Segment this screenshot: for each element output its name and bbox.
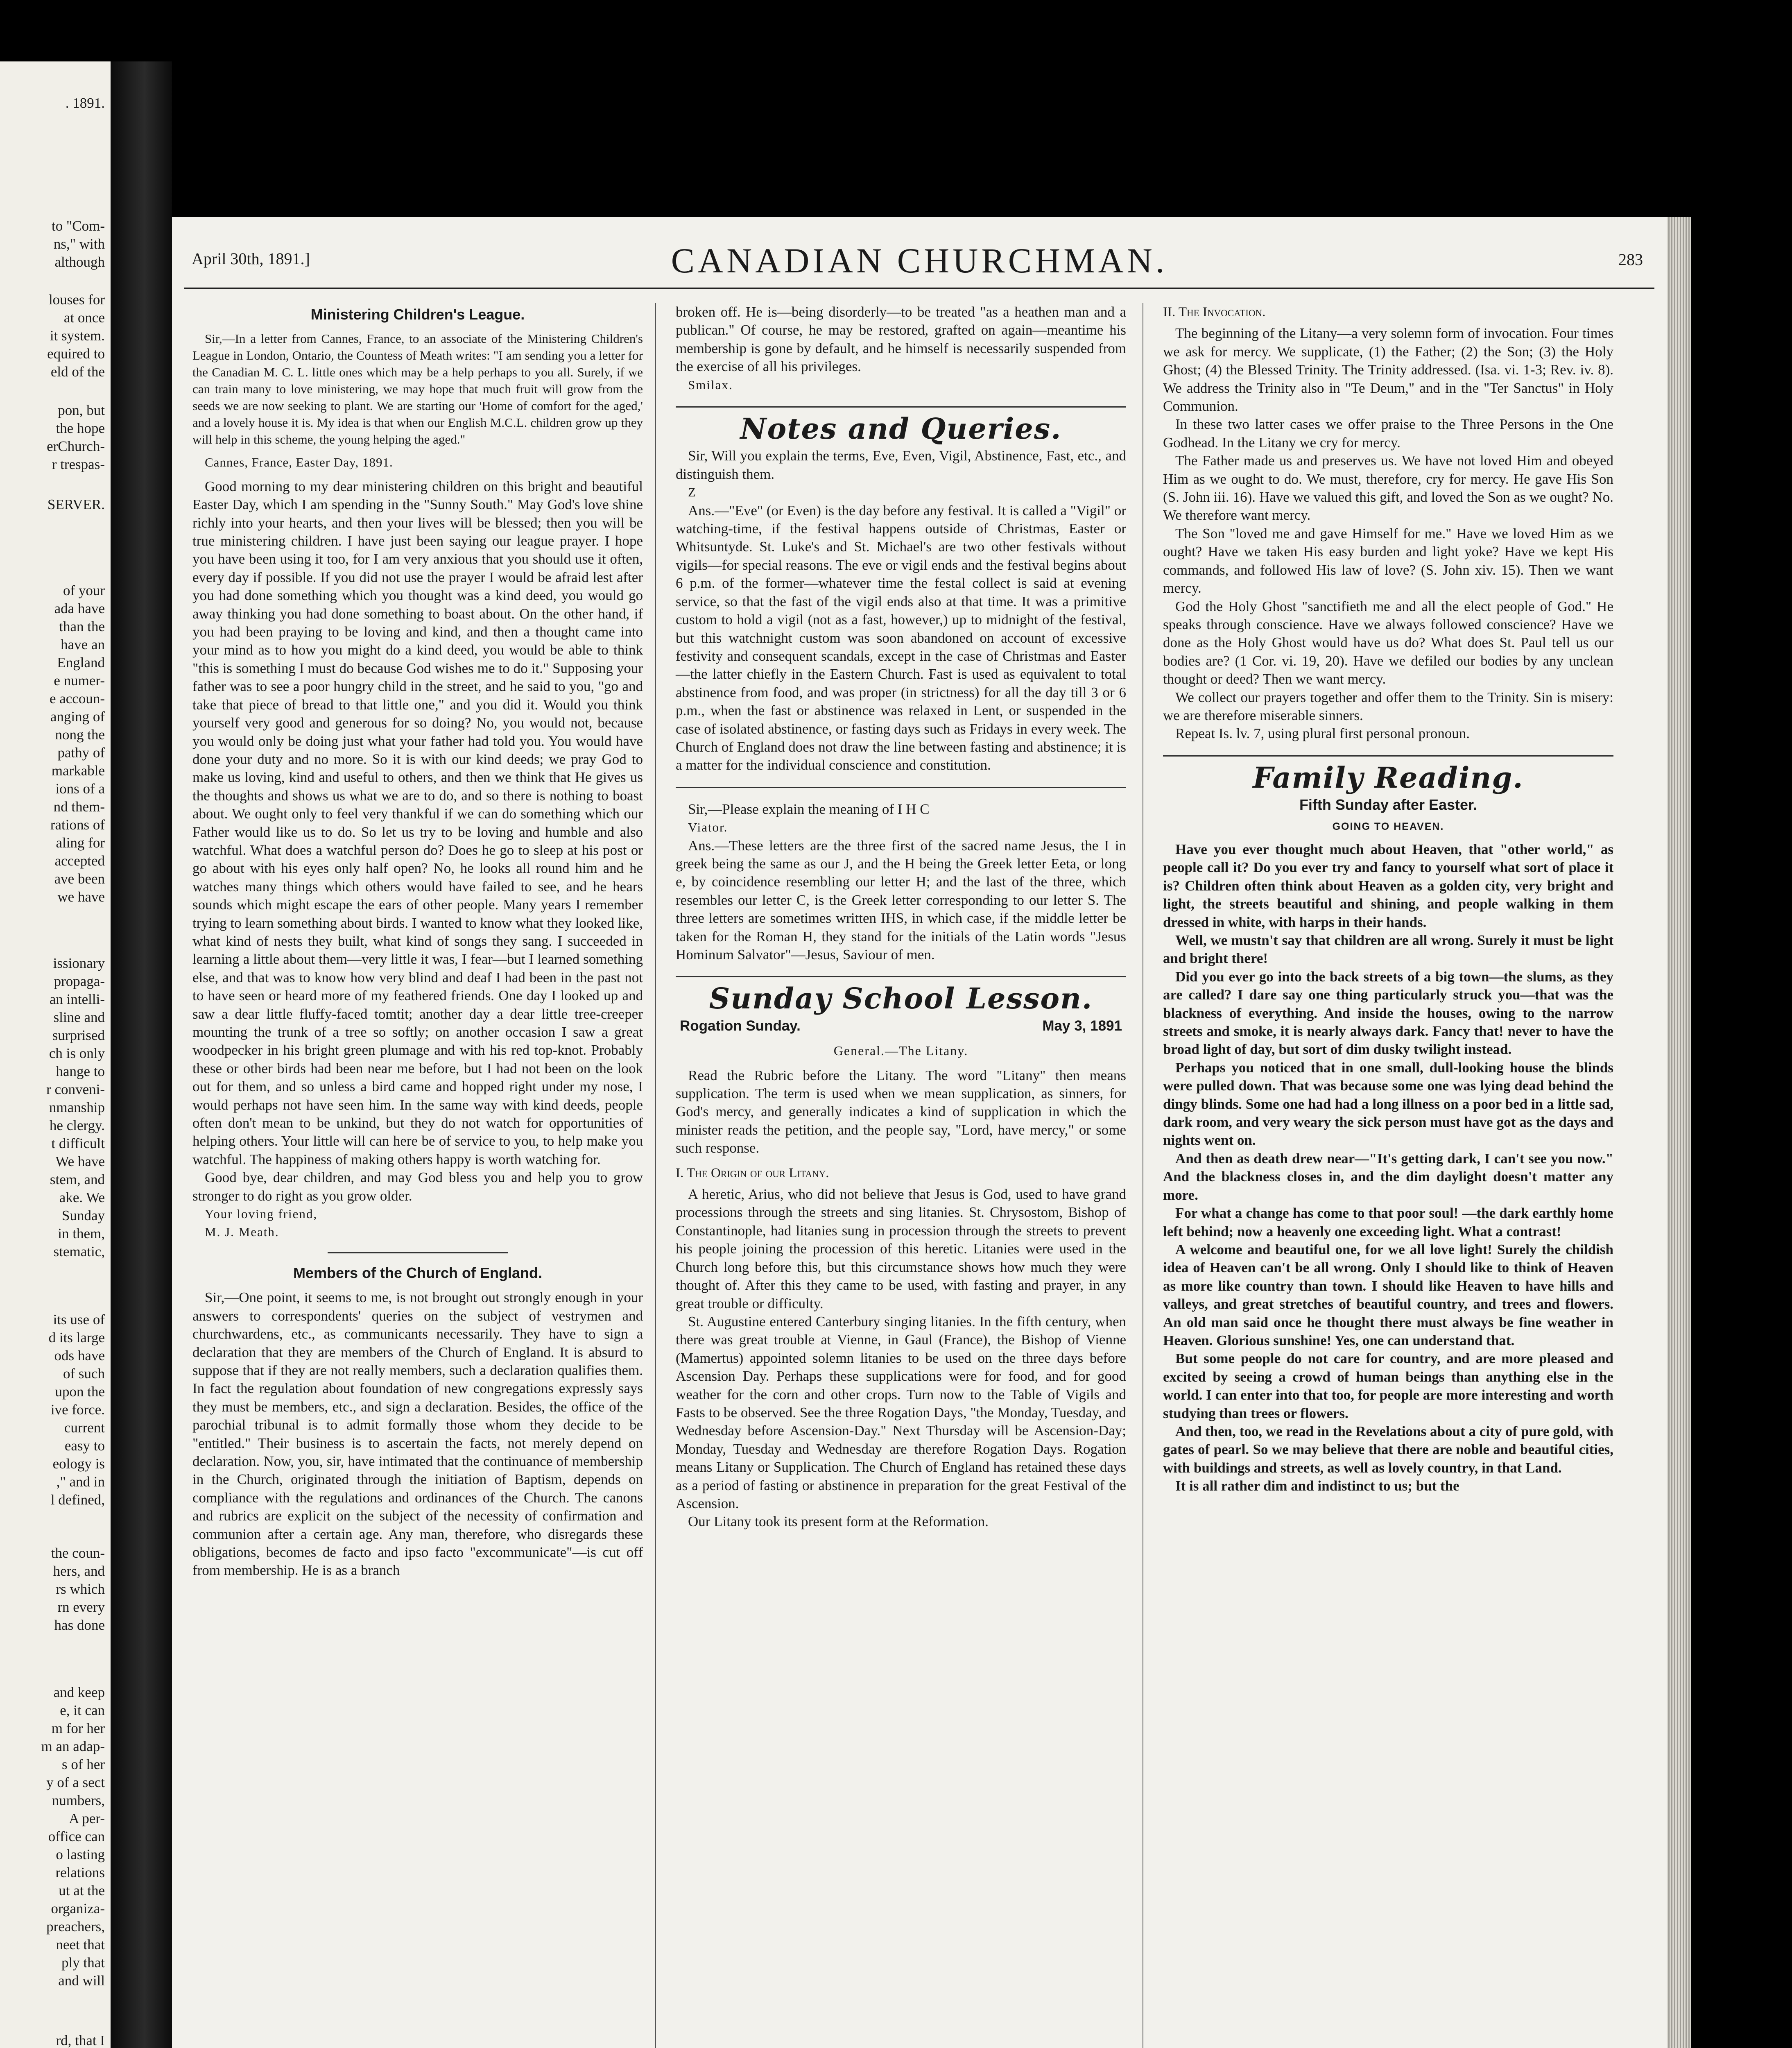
answer-paragraph: Ans.—These letters are the three first of the sacred name Jesus, the I in greek being the same as our J, and the H being the Greek letter Eeta, or long e, by coincidence resembling our letter H; and the last of the three, which resembles our letter C, is the Greek letter corresponding to our letter S. The three letters are sometimes written IHS, in which case, if the middle letter be taken for the Roman H, they stand for the initials of the Latin words "Jesus Hominum Salvator"—Jesus, Saviour of men. [676,837,1126,963]
answer-paragraph: Ans.—"Eve" (or Even) is the day before any festival. It is called a "Vigil" or watching-time, if the festival happens outside of Christmas, Easter or Whitsuntyde. St. Luke's and St. Michael's are two other festivals without vigils—for special reasons. The eve or vigil ends and the festival begins about 6 p.m. of the former—whatever time the festal collect is said at evening service, so that the fast of the vigil ends also at that time. It was a primitive custom to hold a vigil (not as a fast, however,) up to midnight of the festival, but this watchnight custom was soon abandoned on account of excessive festivity and consequent scandals, except in the case of Christmas and Easter—the latter chiefly in the Eastern Church. Fast is used as equivalent to total abstinence from food, and was proper (in strictness) for all the day till 3 or 6 p.m., when the fast or abstinence was relaxed in Lent, or suspended in the case of isolated abstinence, or fasting days such as Fridays in every week. The Church of England does not draw the line between fasting and abstinence; it is a matter for the individual conscience and constitution. [676,502,1126,773]
reading-paragraph: Perhaps you noticed that in one small, dull-looking house the blinds were pulled down. That was because some one was lying dead behind the dingy blinds. Some one had had a long illness on a poor bed in a little sad, dark room, and very weary the sick person must have got as the days and nights went on. [1163,1059,1613,1149]
masthead-rule [184,288,1654,289]
article-paragraph: broken off. He is—being disorderly—to be treated "as a heathen man and a publican." Of course, he may be restored, grafted on again—meantime his membership is gone by default, and he himself is necessarily suspended from the exercise of all his privileges. [676,304,1126,375]
article-subheading: Fifth Sunday after Easter. [1299,796,1477,813]
previous-page-text-fragment: ods have [54,1348,105,1364]
previous-page-text-fragment: y of a sect [46,1774,105,1790]
lesson-paragraph: Read the Rubric before the Litany. The word "Litany" then means supplication. The term is used when we mean supplication, as sinners, for God's mercy, and generally indicates a kind of supplication in which the minister reads the petition, and the people say, "Lord, have mercy," or some such response. [676,1067,1126,1156]
previous-page-text-fragment: upon the [55,1384,105,1400]
previous-page-text-fragment: to "Com- [52,218,105,234]
previous-page-text-fragment: nmanship [49,1099,105,1115]
lesson-paragraph: A heretic, Arius, who did not believe that Jesus is God, used to have grand processions through the streets and sing litanies. St. Chrysostom, Bishop of Constantinople, had litanies sung in procession through the streets to prevent his people joining the procession of this heretic. Litanies were used in the Church long before this, but this circumstance shows how much they were thought of. After this they came to be used, with fasting and prayer, in any great trouble or difficulty. [676,1186,1126,1312]
page-number: 283 [1618,250,1643,269]
previous-page-text-fragment: rd, that I [56,2032,105,2048]
previous-page-text-fragment: markable [51,763,105,779]
column-divider [655,303,656,2048]
previous-page-text-fragment: SERVER. [47,496,105,512]
previous-page-text-fragment: ns," with [53,236,105,252]
previous-page-text-fragment: ive force. [50,1402,105,1418]
previous-page-text-fragment: ake. We [59,1189,105,1205]
column-1 [192,303,643,1580]
column-3 [1163,303,1613,1495]
previous-page-text-fragment: at once [63,310,105,326]
previous-page-text-fragment: o lasting [56,1846,105,1862]
letter-closing: Your loving friend, [205,1207,318,1221]
section-rule [676,976,1126,977]
previous-page-text-fragment: numbers, [52,1792,105,1808]
masthead [172,217,1667,291]
previous-page-text-fragment: r conveni- [46,1081,105,1097]
previous-page-text-fragment: aling for [56,835,105,851]
reading-paragraph: Well, we mustn't say that children are all wrong. Surely it must be light and bright there! [1163,932,1613,967]
reading-paragraph: And then as death drew near—"It's getting dark, I can't see you now." And the blackness closes in, and the dim daylight doesn't matter any more. [1163,1150,1613,1203]
query-signature: Viator. [688,820,728,835]
reading-paragraph: It is all rather dim and indistinct to us; but the [1175,1478,1459,1494]
previous-page-text-fragment: ply that [61,1955,105,1971]
previous-page-text-fragment: We have [55,1153,105,1169]
previous-page-text-fragment: eld of the [50,364,105,380]
letter-signature: M. J. Meath. [205,1225,279,1239]
article-paragraph: Good bye, dear children, and may God bless you and help you to grow stronger to do right as you grow older. [192,1169,643,1204]
previous-page-text-fragment: d its large [48,1330,105,1346]
previous-page-text-fragment: its use of [53,1312,105,1328]
previous-page-text-fragment: than the [59,618,105,634]
previous-page-text-fragment: has done [54,1617,105,1633]
previous-page-text-fragment: m for her [51,1720,105,1736]
lesson-date: May 3, 1891 [1042,1017,1122,1034]
previous-page-text-fragment: ada have [54,600,105,616]
previous-page-text-fragment: we have [57,889,105,905]
previous-page-text-fragment: hange to [56,1063,105,1079]
query-paragraph: Sir, Will you explain the terms, Eve, Even, Vigil, Abstinence, Fast, etc., and distinguish them. [676,448,1126,482]
previous-page-text-fragment: surprised [52,1027,105,1043]
section-heading: Notes and Queries. [740,412,1062,446]
previous-page-text-fragment: erChurch- [47,438,105,454]
previous-page-text-fragment: equired to [47,346,105,362]
previous-page-text-fragment: s of her [62,1756,105,1772]
previous-page-text-fragment: rs which [56,1581,105,1597]
previous-page-text-fragment: it system. [50,328,105,344]
article-heading: Members of the Church of England. [293,1264,543,1281]
reading-paragraph: For what a change has come to that poor soul! —the dark earthly home left behind; now a heavenly one exceeding light. What a contrast! [1163,1205,1613,1239]
previous-page-text-fragment: and keep [53,1684,105,1700]
reading-paragraph: Did you ever go into the back streets of a big town—the slums, as they are called? I dare say one thing particularly struck you—that was the blackness of everything. And inside the houses, owing to the narrow streets and smoke, it is nearly always dark. Fancy that! never to have the broad light of day, but sort of dim dusky twilight instead. [1163,968,1613,1058]
lesson-day: Rogation Sunday. [680,1017,801,1034]
previous-page-text-fragment: e accoun- [49,691,105,707]
reading-paragraph: And then, too, we read in the Revelations about a city of pure gold, with gates of pearl. So we may believe that there are noble and beautiful cities, with buildings and streets, as well as lovely country, in that Land. [1163,1423,1613,1476]
previous-page-text-fragment: issionary [53,955,105,971]
section-rule [676,787,1126,788]
reading-paragraph: A welcome and beautiful one, for we all love light! Surely the childish idea of Heaven can't be all wrong. Only I should like to think of Heaven as more like country than town. I should like Heaven to have hills and valleys, and great stretches of beautiful country, and trees and flowers. An old man said once he thought there must always be fine weather in Heaven. Glorious sunshine! Yes, one can understand that. [1163,1241,1613,1348]
lesson-paragraph: The Father made us and preserves us. We have not loved Him and obeyed Him as we ought to do. We must, therefore, cry for mercy. He gave His Son (S. John iii. 16). Have we valued this gift, and loved the Son as we ought? No. We therefore want mercy. [1163,453,1613,523]
previous-page-text-fragment: neet that [56,1937,105,1953]
reading-paragraph: But some people do not care for country, and are more pleased and excited by seeing a crowd of human beings than anything else in the world. I can enter into that too, for people are more interesting and worth studying than trees or flowers. [1163,1350,1613,1421]
previous-page-text-fragment: he clergy. [49,1117,105,1133]
previous-page-text-fragment: although [54,254,105,270]
query-signature: Z [688,485,697,500]
previous-page-text-fragment: r trespas- [52,456,105,472]
previous-page-text-fragment: office can [48,1828,105,1844]
previous-page-text-fragment: an intelli- [49,991,105,1007]
previous-page-text-fragment: l defined, [50,1492,105,1508]
previous-page-text-fragment: pon, but [58,402,105,418]
previous-page-text-fragment: A per- [69,1810,105,1826]
previous-page-text-fragment: in them, [58,1226,105,1241]
previous-page-text-fragment: accepted [54,853,105,869]
lesson-paragraph: We collect our prayers together and offer them to the Trinity. Sin is misery: we are therefore miserable sinners. [1163,689,1613,723]
page-edge [1667,217,1691,2048]
previous-page-text-fragment: rations of [50,817,105,833]
lesson-paragraph: The Son "loved me and gave Himself for me." Have we loved Him as we ought? Have we taken His easy burden and light yoke? Have we kept His commands, and followed His law of love? (S. John xiv. 15). Then we want mercy. [1163,525,1613,596]
section-rule [676,406,1126,408]
letter-signature: Smilax. [688,377,733,392]
query-paragraph: Sir,—Please explain the meaning of I H C [688,801,930,817]
lesson-paragraph: The beginning of the Litany—a very solemn form of invocation. Four times we ask for mercy. We supplicate, (1) the Father; (2) the Son; (3) the Holy Ghost; (4) the Blessed Trinity. The Trinity addressed. (Isa. vi. 1-3; Rev. iv. 8). We address the Trinity also in "Te Deum," and in the "Ter Sanctus" in Holy Communion. [1163,325,1613,415]
previous-page-text-fragment: of your [63,582,105,598]
previous-page-text-fragment: t difficult [51,1135,105,1151]
previous-page-text-fragment: preachers, [46,1919,105,1935]
article-paragraph: Good morning to my dear ministering children on this bright and beautiful Easter Day, which I am spending in the "Sunny South." May God's love shine richly into your hearts, and then your lives will be blessed; then you will be true ministering children. I have just been saying our league prayer. I hope you have been using it too, for I am very anxious that you should use it often, every day if possible. If you did not use the prayer I would be afraid lest after you had done something which you thought was a kind deed, you would go away thinking you had done something to boast about. On the other hand, if you had been praying to be loving and kind, and then a thought came into your mind as to how you might do a kind deed, you would be able to think "this is something I must do because God wishes me to do it." Supposing your father was to see a poor hungry child in the street, and he said to you, "go and take that piece of bread to that little one," and you did it. Would you think yourself very good and generous for so doing? No, you would not, because you would only be doing just what your father had told you. You would have done your duty and no more. So it is with our kind deeds; we pray God to make us loving, kind and useful to others, and then we think that He gives us the thoughts and shows us what we are to do, and so there is nothing to boast about. We ought only to feel very thankful if we can do something which our Father would like us to do. So let us try to be loving and humble and also watchful. What does a watchful person do? Does he go to sleep at his post or go about with his eyes only half open? No, he looks all round him and he watches many things which others would have failed to see, and he hears sounds which might escape the ears of other people. Many years I remember trying to learn something about birds. I wanted to know what they looked like, what kind of nests they built, what kind of songs they sang. I succeeded in learning a little about them—very little it was, I fear—but I learned something else, and that was to know how very blind and deaf I had been in the past not to have seen or heard more of my feathered friends. One day I looked up and saw a dear little fluffy-faced tomtit; another day a dear little tree-creeper mounting the trunk of a tree so softly; on another occasion I saw a great woodpecker in his bright green plumage and with his red top-knot. Probably these or other birds had been near me before, but I had not been on the look out for them, and so unless a bird came and hopped right under my nose, I would perhaps not have seen him. In the same way with kind deeds, people often don't mean to be unkind, but they do not watch for opportunities of helping others. Your little will can here be of service to you, to help make you watchful. The happiness of making others happy is worth watching for. [192,478,643,1167]
article-title: GOING TO HEAVEN. [1332,820,1444,832]
previous-page-text-fragment: relations [55,1864,105,1880]
lesson-paragraph: St. Augustine entered Canterbury singing litanies. In the fifth century, when there was great trouble at Vienne, in Gaul (France), the Bishop of Vienne (Mamertus) appointed solemn litanies to be used on the three days before Ascension Day. Perhaps these supplications were for food, and for good weather for the corn and other crops. Turn now to the Table of Vigils and Fasts to be observed. See the three Rogation Days, "the Monday, Tuesday, and Wednesday before Ascension-Day." Next Thursday will be Ascension-Day; Monday, Tuesday and Wednesday are therefore Rogation Days. Rogation means Litany or Supplication. The Church of England has retained these days as a period of fasting or abstinence in preparation for the great Festival of the Ascension. [676,1313,1126,1511]
lesson-section-heading: I. The Origin of our Litany. [676,1165,829,1180]
section-rule [328,1252,508,1253]
previous-page-text-fragment: ch is only [49,1045,105,1061]
previous-page-text-fragment: ," and in [56,1474,105,1490]
previous-page-text-fragment: stematic, [53,1244,105,1260]
previous-page-text-fragment: of such [63,1366,105,1382]
previous-page-text-fragment: organiza- [51,1901,105,1917]
lesson-section-heading: II. The Invocation. [1163,305,1266,319]
previous-page-text-fragment: propaga- [54,973,105,989]
issue-date: April 30th, 1891.] [192,249,310,268]
dateline: Cannes, France, Easter Day, 1891. [205,455,393,470]
previous-page-text-fragment: England [57,655,105,671]
article-heading: Ministering Children's League. [310,306,525,323]
previous-page-text-fragment: hers, and [53,1563,105,1579]
family-reading-body [1163,840,1613,1495]
book-gutter [111,61,172,2048]
previous-page-text-fragment: anging of [50,709,105,725]
lesson-paragraph: Repeat Is. lv. 7, using plural first personal pronoun. [1175,725,1470,742]
lesson-paragraph: Our Litany took its present form at the Reformation. [688,1513,989,1530]
newspaper-page [172,217,1667,2048]
previous-page-text-fragment: e numer- [54,673,105,689]
previous-page-text-fragment: rn every [57,1599,105,1615]
previous-page-text-fragment: Sunday [62,1208,105,1223]
previous-page-text-fragment: current [64,1420,105,1436]
section-heading: Family Reading. [1253,760,1524,795]
previous-page-edge [0,61,111,2048]
column-2 [676,303,1126,1531]
lesson-header [680,1017,1122,1035]
previous-page-text-fragment: e, it can [60,1702,105,1718]
lesson-subheading: General.—The Litany. [833,1043,968,1058]
previous-page-text-fragment: and will [58,1973,105,1989]
previous-page-text-fragment: eology is [52,1456,105,1472]
previous-page-text-fragment: pathy of [57,745,105,761]
previous-page-text-fragment: easy to [64,1438,105,1454]
reading-paragraph: Have you ever thought much about Heaven, that "other world," as people call it? Do you ever try and fancy to yourself what sort of place it is? Children often think about Heaven as a golden city, very bright and light, the streets beautiful and shining, and people walking in them dressed in white, with harps in their hands. [1163,841,1613,930]
previous-page-text-fragment: . 1891. [65,95,105,111]
article-paragraph: Sir,—In a letter from Cannes, France, to an associate of the Ministering Children's League in London, Ontario, the Countess of Meath writes: "I am sending you a letter for the Canadian M. C. L. little ones which may be a help perhaps to you all. Surely, if we can train many to love ministering, we may hope that much fruit will grow from the seeds we are now seeking to plant. We are starting our 'Home of comfort for the aged,' and a lovely house it is. My idea is that when our English M.C.L. children grow up they will help in this scheme, the young helping the aged." [192,331,643,447]
previous-page-text-fragment: louses for [48,292,105,308]
previous-page-text-fragment: nd them- [53,799,105,815]
previous-page-text-fragment: ions of a [55,781,105,797]
lesson-paragraph: God the Holy Ghost "sanctifieth me and all the elect people of God." He speaks through conscience. Have we always followed conscience? Have we done as the Holy Ghost would have us do? What does St. Paul tell us our bodies are? (1 Cor. vi. 19, 20). Have we defiled our bodies by any unclean thought or deed? Then we want mercy. [1163,598,1613,687]
previous-page-text-fragment: sline and [53,1009,105,1025]
previous-page-text-fragment: the hope [56,420,105,436]
previous-page-text-fragment: stem, and [50,1171,105,1187]
previous-page-text-fragment: the coun- [51,1545,105,1561]
section-rule [1163,755,1613,757]
publication-title: CANADIAN CHURCHMAN. [671,241,1168,280]
article-paragraph: Sir,—One point, it seems to me, is not brought out strongly enough in your answers to correspondents' queries on the subject of vestrymen and churchwardens, etc., as communicants necessarily. They have to sign a declaration that they are members of the Church of England. It is absurd to suppose that if they are not really members, such a declaration qualifies them. In fact the regulation about foundation of new congregations expressly says they must be members, etc., and sign a declaration. Besides, the office of the parochial tribunal is to admit formally those whom they decide to be "entitled." Their business is to ascertain the facts, not merely depend on declaration. Now, you, sir, have intimated that the continuance of membership in the Church, originated through the initiation of Baptism, depends on compliance with the regulations and ordinances of the Church. The canons and rubrics are explicit on the subject of the necessity of confirmation and communion after a certain age. Any man, therefore, who disregards these obligations, becomes de facto and ipso facto "excommunicate"—is cut off from membership. He is as a branch [192,1289,643,1579]
lesson-paragraph: In these two latter cases we offer praise to the Three Persons in the One Godhead. In the Litany we cry for mercy. [1163,416,1613,451]
previous-page-text-fragment: have an [61,637,105,652]
previous-page-text-fragment: nong the [55,727,105,743]
previous-page-text-fragment: m an adap- [41,1738,105,1754]
previous-page-text-fragment: ave been [54,871,105,887]
section-heading: Sunday School Lesson. [709,981,1093,1016]
previous-page-text-fragment: ut at the [59,1883,105,1898]
